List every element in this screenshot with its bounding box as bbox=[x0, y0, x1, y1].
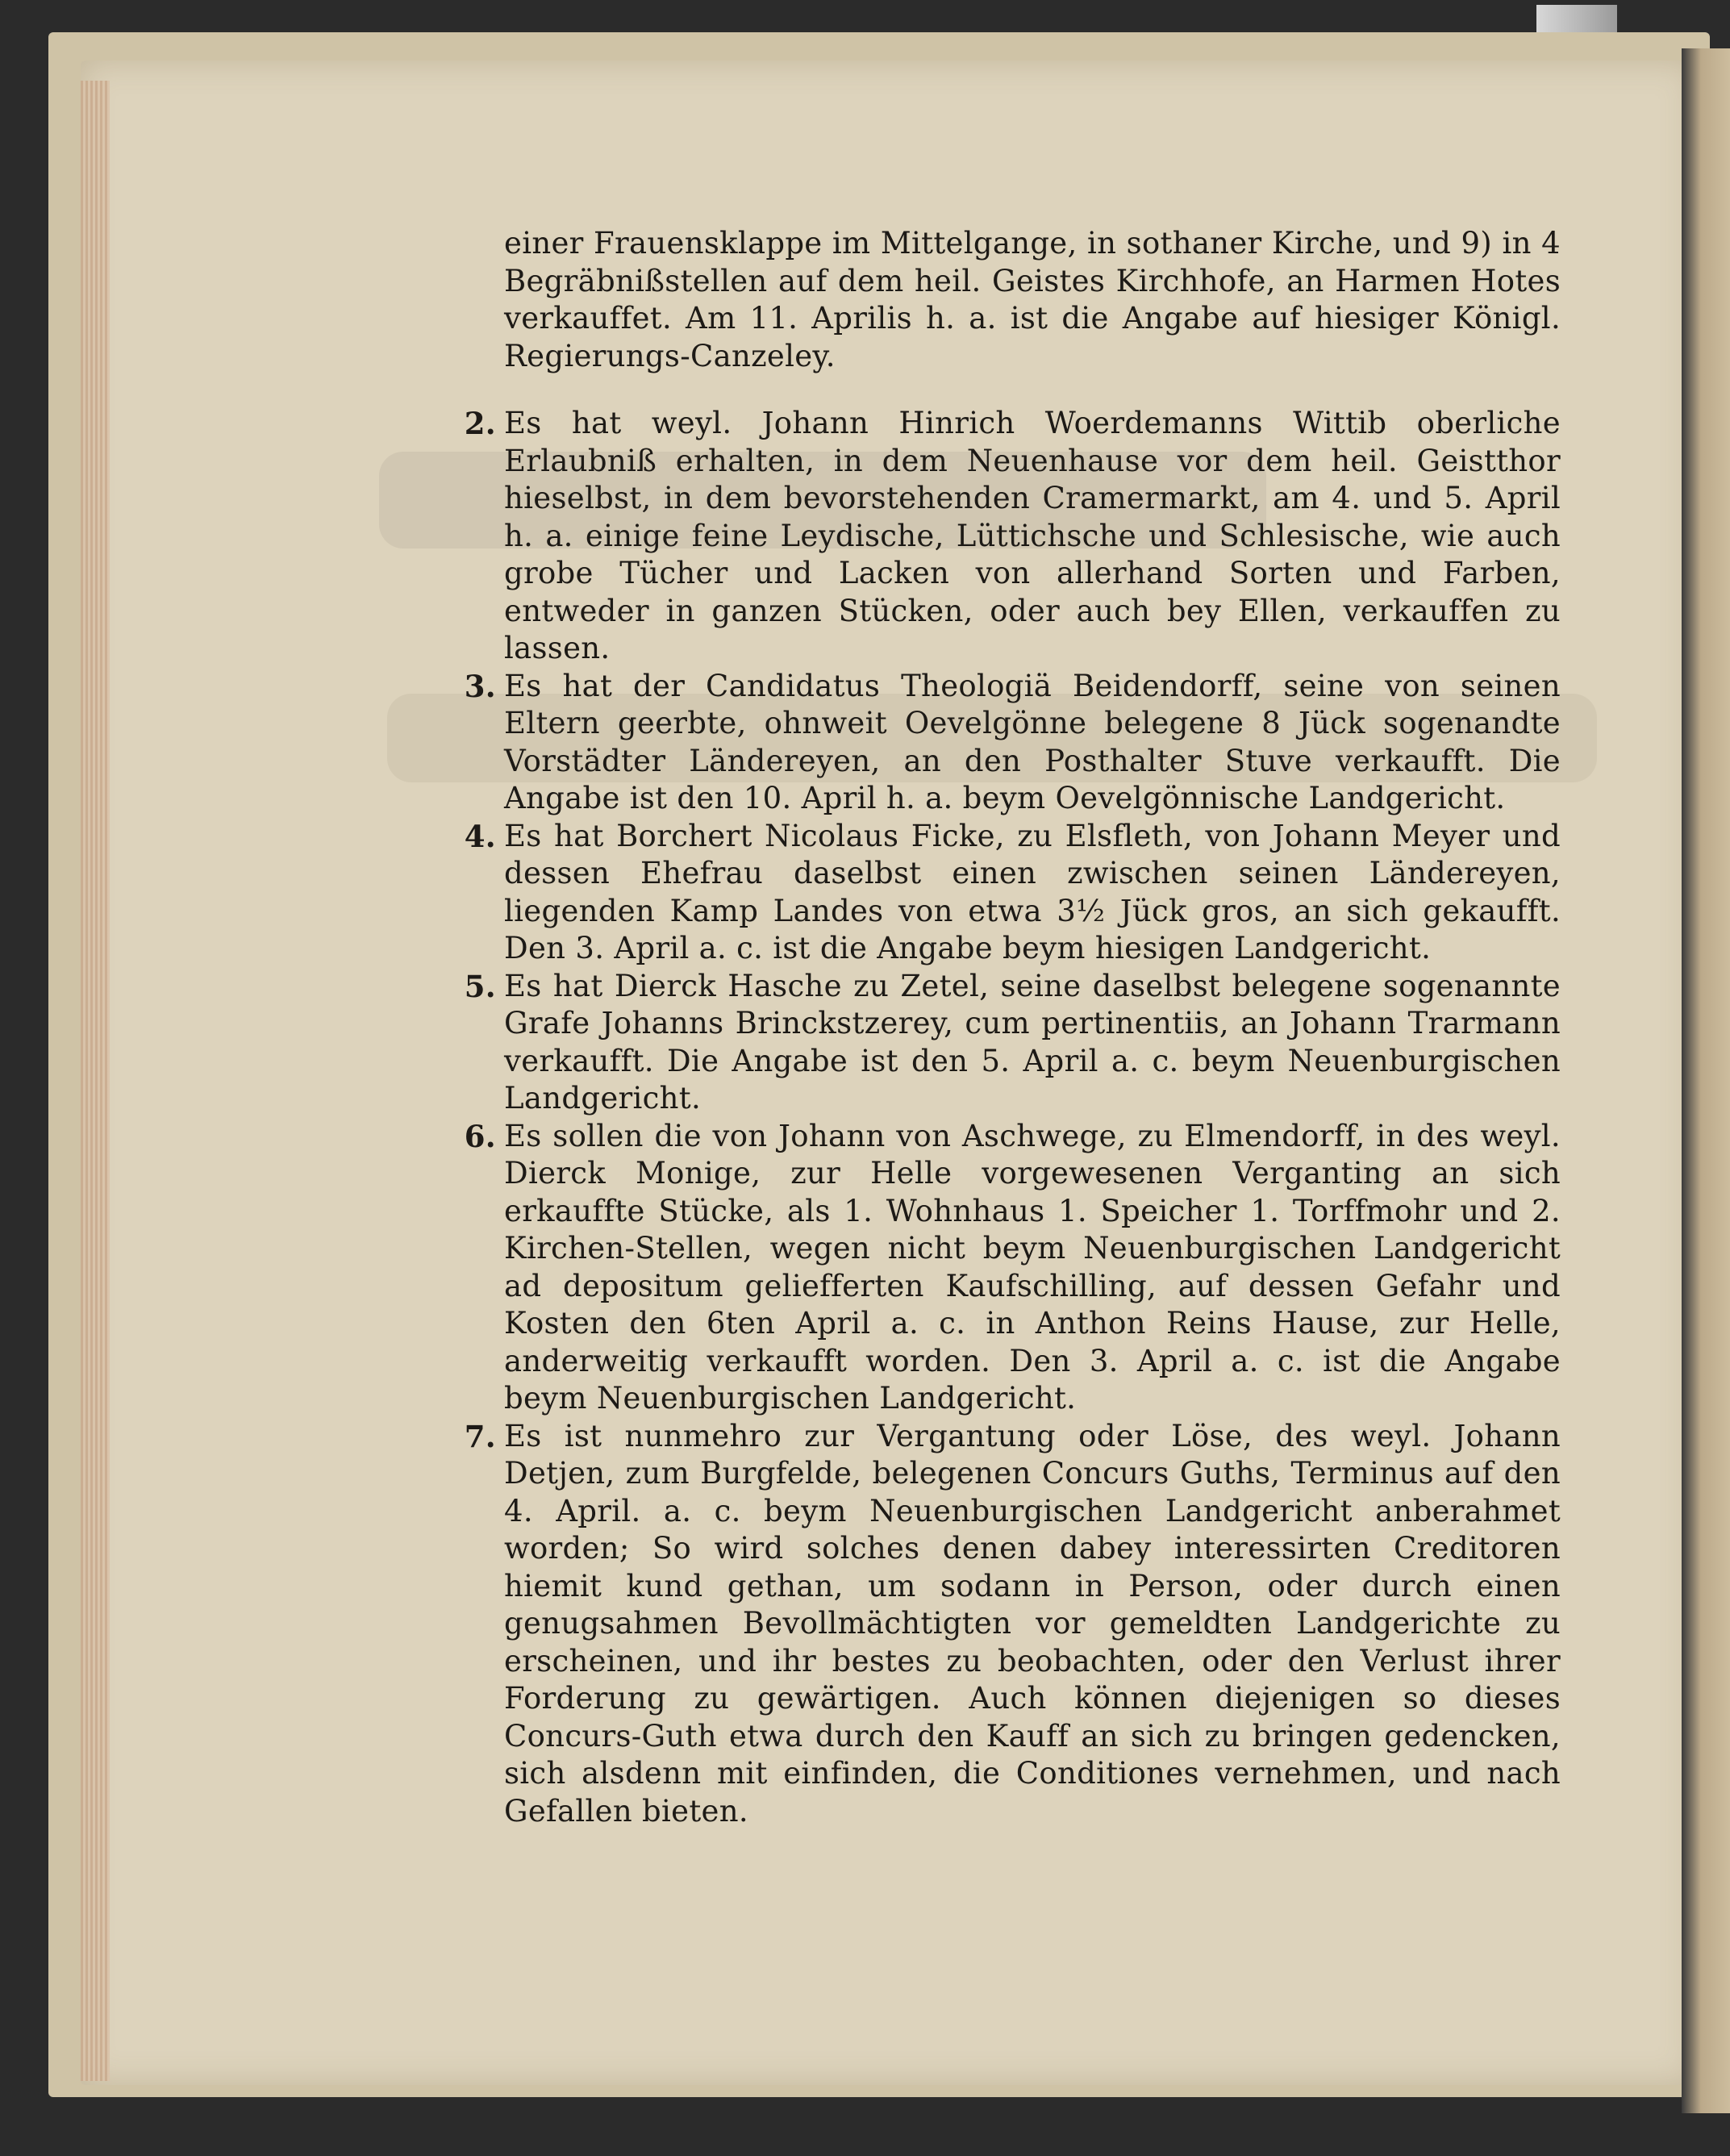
entry-item bbox=[367, 968, 1561, 1118]
book-gutter bbox=[1682, 48, 1730, 2113]
entry-text: Es hat Dierck Hasche zu Zetel, seine daselbst belegene sogenannte Grafe Johanns Brinckstzerey, cum pertinentiis, an Johann Trarmann verkaufft. Die Angabe ist den 5. April a. c. beym Neuenburgischen Landgericht. bbox=[504, 968, 1561, 1116]
entry-text: Es hat weyl. Johann Hinrich Woerdemanns Wittib oberliche Erlaubniß erhalten, in dem Neuenhause vor dem heil. Geistthor hieselbst, in dem bevorstehenden Cramermarkt, am 4. und 5. April h. a. einige feine Leydische, Lüttichsche und Schlesische, wie auch grobe Tücher und Lacken von allerhand Sorten und Farben, entweder in ganzen Stücken, oder auch bey Ellen, verkauffen zu lassen. bbox=[504, 406, 1561, 665]
lead-paragraph: einer Frauensklappe im Mittelgange, in sothaner Kirche, und 9) in 4 Begräbnißstellen auf dem heil. Geistes Kirchhofe, an Harmen Hotes verkauffet. Am 11. Aprilis h. a. ist die Angabe auf hiesiger Königl. Regierungs-Canzeley. bbox=[504, 226, 1561, 373]
entry-item bbox=[367, 405, 1561, 668]
entry-number: 3. bbox=[464, 668, 496, 704]
entry-item bbox=[367, 818, 1561, 968]
entry-number: 6. bbox=[464, 1118, 496, 1154]
entry-item bbox=[367, 1118, 1561, 1418]
document-body bbox=[367, 195, 1561, 1830]
entry-number: 5. bbox=[464, 968, 496, 1004]
entry-text: Es hat Borchert Nicolaus Ficke, zu Elsfleth, von Johann Meyer und dessen Ehefrau daselbst einen zwischen seinen Ländereyen, liegenden Kamp Landes von etwa 3½ Jück gros, an sich gekaufft. Den 3. April a. c. ist die Angabe beym hiesigen Landgericht. bbox=[504, 818, 1561, 965]
entry-text: Es sollen die von Johann von Aschwege, zu Elmendorff, in des weyl. Dierck Monige, zur Helle vorgewesenen Verganting an sich erkauffte Stücke, als 1. Wohnhaus 1. Speicher 1. Torffmohr und 2. Kirchen-Stellen, wegen nicht beym Neuenburgischen Landgericht ad depositum geliefferten Kaufschilling, auf dessen Gefahr und Kosten den 6ten April a. c. in Anthon Reins Hause, zur Helle, anderweitig verkaufft worden. Den 3. April a. c. ist die Angabe beym Neuenburgischen Landgericht. bbox=[504, 1118, 1561, 1416]
entry-text: Es ist nunmehro zur Vergantung oder Löse, des weyl. Johann Detjen, zum Burgfelde, belegenen Concurs Guths, Terminus auf den 4. April. a. c. beym Neuenburgischen Landgericht anberahmet worden; So wird solches denen dabey interessirten Creditoren hiemit kund gethan, um sodann in Person, oder durch einen genugsahmen Bevollmächtigten vor gemeldten Landgerichte zu erscheinen, und ihr bestes zu beobachten, oder den Verlust ihrer Forderung zu gewärtigen. Auch können diejenigen so dieses Concurs-Guth etwa durch den Kauff an sich zu bringen gedencken, sich alsdenn mit einfinden, die Conditiones vernehmen, und nach Gefallen bieten. bbox=[504, 1418, 1561, 1829]
page-stack-edge bbox=[81, 81, 110, 2081]
entry-item bbox=[367, 668, 1561, 818]
entry-text: Es hat der Candidatus Theologiä Beidendorff, seine von seinen Eltern geerbte, ohnweit Oevelgönne belegene 8 Jück sogenandte Vorstädter Ländereyen, an den Posthalter Stuve verkaufft. Die Angabe ist den 10. April h. a. beym Oevelgönnische Landgericht. bbox=[504, 668, 1561, 815]
entry-number: 2. bbox=[464, 406, 496, 441]
entry-number: 4. bbox=[464, 818, 496, 854]
entry-item bbox=[367, 1418, 1561, 1831]
entry-number: 7. bbox=[464, 1418, 496, 1454]
